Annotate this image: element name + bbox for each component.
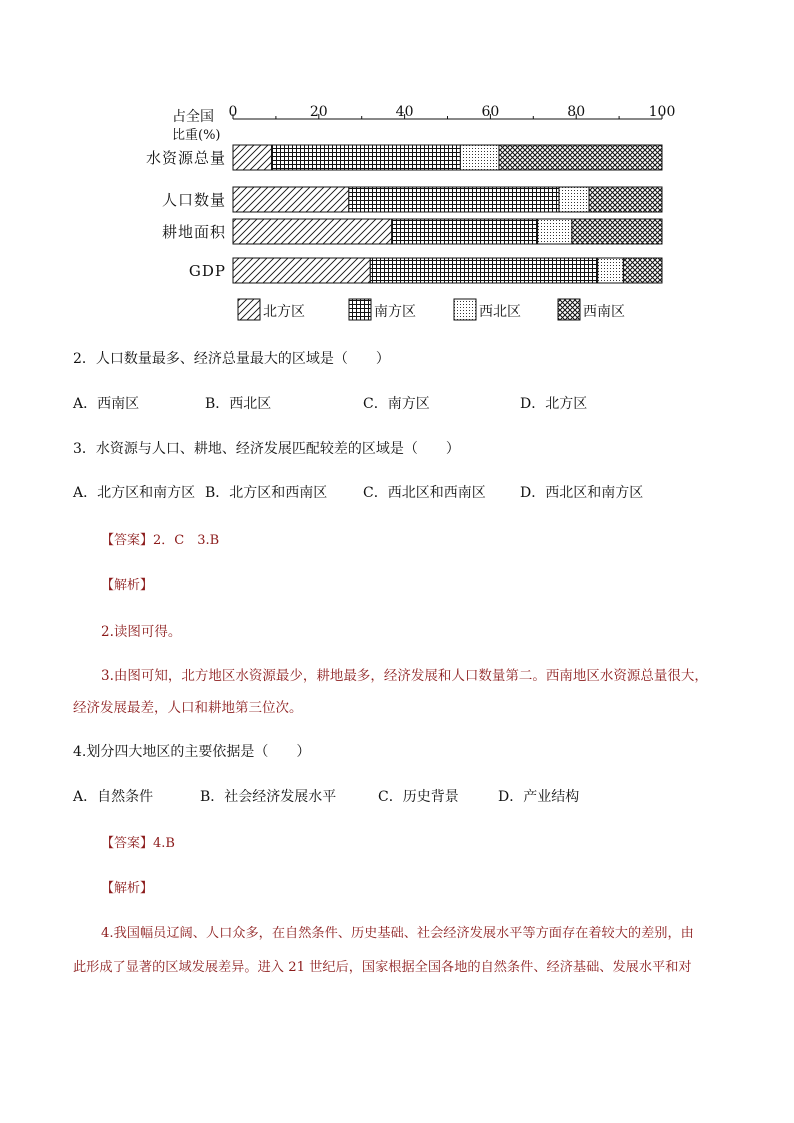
q2-option-c[interactable]: C．南方区	[363, 396, 430, 412]
bar-segment-1	[233, 219, 392, 244]
q4-option-a[interactable]: A．自然条件	[73, 789, 154, 805]
analysis-1-para-2-line-1: 3.由图可知，北方地区水资源最少，耕地最多，经济发展和人口数量第二。西南地区水资源总量很大，	[101, 668, 708, 684]
answer-block-1	[101, 529, 219, 548]
analysis-2-line-2: 此形成了显著的区域发展差异。进入 21 世纪后，国家根据全国各地的自然条件、经济基础、发展水平和对	[73, 960, 692, 975]
x-tick-label: 20	[309, 104, 328, 120]
bar-segment-3	[598, 258, 624, 283]
bar-segment-3	[460, 145, 499, 170]
x-tick-label: 60	[481, 104, 500, 120]
bar-segment-3	[538, 219, 572, 244]
question-2-stem: 2．人口数量最多、经济总量最大的区域是（ ）	[73, 351, 390, 367]
stacked-bar-chart	[0, 0, 794, 340]
q4-option-b[interactable]: B．社会经济发展水平	[200, 789, 337, 805]
legend-swatch	[558, 299, 580, 320]
answer-text: 2．C 3.B	[153, 533, 220, 548]
x-tick-label: 100	[648, 104, 676, 120]
legend-label: 西北区	[479, 304, 521, 320]
legend-swatch	[349, 299, 371, 320]
category-label: 水资源总量	[145, 149, 226, 167]
axis-label-line1: 占全国	[172, 109, 214, 125]
bar-segment-1	[233, 145, 272, 170]
legend-label: 西南区	[583, 304, 625, 320]
q3-option-d[interactable]: D．西北区和南方区	[520, 485, 644, 501]
q2-option-b[interactable]: B．西北区	[205, 396, 272, 412]
legend-swatch	[238, 299, 260, 320]
bar-segment-3	[559, 187, 589, 212]
answer-block-2	[101, 832, 175, 851]
analysis-1-para-2-line-2: 经济发展最差，人口和耕地第三位次。	[73, 700, 303, 716]
x-tick-label: 40	[395, 104, 414, 120]
bar-segment-4	[499, 145, 662, 170]
analysis-1-para-1: 2.读图可得。	[101, 624, 182, 640]
question-4-stem: 4.划分四大地区的主要依据是（ ）	[73, 744, 311, 760]
x-tick-label: 80	[567, 104, 586, 120]
q3-option-b[interactable]: B．北方区和西南区	[205, 485, 328, 501]
q2-option-a[interactable]: A．西南区	[73, 396, 140, 412]
category-label: 耕地面积	[161, 223, 226, 241]
bar-segment-1	[233, 187, 349, 212]
category-label: 人口数量	[161, 191, 226, 209]
answer-text: 4.B	[153, 836, 175, 851]
bar-segment-2	[392, 219, 538, 244]
axis-label-line2: 比重(%)	[172, 128, 221, 143]
analysis-tag-2: 【解析】	[101, 881, 154, 896]
x-tick-label: 0	[228, 104, 238, 120]
bar-segment-2	[272, 145, 461, 170]
bar-segment-1	[233, 258, 370, 283]
q3-option-c[interactable]: C．西北区和西南区	[363, 485, 486, 501]
q3-option-a[interactable]: A．北方区和南方区	[73, 485, 196, 501]
answer-tag: 【答案】	[101, 836, 154, 851]
q4-option-d[interactable]: D．产业结构	[498, 789, 580, 805]
analysis-2-line-1: 4.我国幅员辽阔、人口众多，在自然条件、历史基础、社会经济发展水平等方面存在着较大的差别，由	[101, 926, 694, 941]
legend-label: 南方区	[374, 304, 416, 320]
category-label: GDP	[188, 262, 226, 280]
bar-segment-4	[623, 258, 662, 283]
legend-swatch	[454, 299, 476, 320]
bar-segment-2	[349, 187, 559, 212]
bar-segment-4	[572, 219, 662, 244]
legend-label: 北方区	[263, 304, 305, 320]
bar-segment-2	[370, 258, 597, 283]
q2-option-d[interactable]: D．北方区	[520, 396, 588, 412]
q4-option-c[interactable]: C．历史背景	[378, 789, 459, 805]
question-3-stem: 3．水资源与人口、耕地、经济发展匹配较差的区域是（ ）	[73, 441, 460, 457]
analysis-tag-1: 【解析】	[101, 578, 154, 593]
answer-tag: 【答案】	[101, 533, 154, 548]
bar-segment-4	[589, 187, 662, 212]
